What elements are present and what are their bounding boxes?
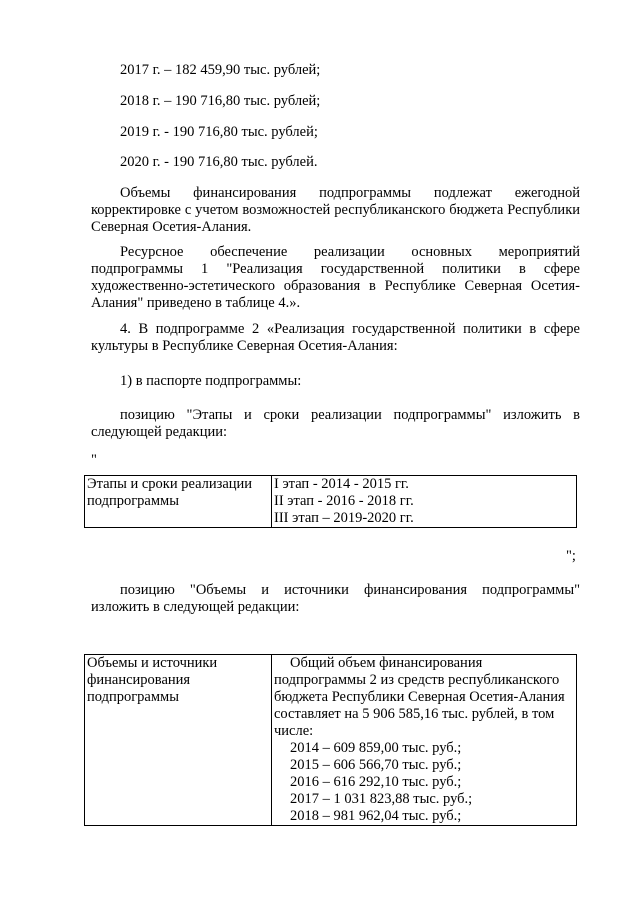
- paragraph-passport: 1) в паспорте подпрограммы:: [120, 373, 302, 389]
- opening-quote-mark: ": [91, 452, 97, 468]
- stages-table: [84, 475, 577, 528]
- stages-values-cell: [272, 476, 577, 528]
- funding-line-2020: 2020 г. - 190 716,80 тыс. рублей.: [120, 154, 318, 170]
- paragraph-item4: 4. В подпрограмме 2 «Реализация государственной политики в сфере культуры в Республике Северная Осетия-Алания:: [91, 321, 580, 354]
- volumes-label-cell: [85, 655, 272, 826]
- stages-label: Этапы и сроки реализации подпрограммы: [87, 476, 253, 509]
- stage-row-3: III этап – 2019-2020 гг.: [274, 510, 414, 526]
- funding-line-2017: 2017 г. – 182 459,90 тыс. рублей;: [120, 62, 321, 78]
- volume-year-2017: 2017 – 1 031 823,88 тыс. руб.;: [290, 791, 473, 807]
- funding-line-2018: 2018 г. – 190 716,80 тыс. рублей;: [120, 93, 321, 109]
- stage-row-1: I этап - 2014 - 2015 гг.: [274, 476, 409, 492]
- paragraph-position-volumes: позицию "Объемы и источники финансирования подпрограммы" изложить в следующей редакции:: [91, 582, 580, 615]
- closing-quote-mark: ";: [566, 548, 576, 564]
- stage-row-2: II этап - 2016 - 2018 гг.: [274, 493, 414, 509]
- volumes-table-row: [85, 655, 577, 826]
- paragraph-resource: Ресурсное обеспечение реализации основных мероприятий подпрограммы 1 "Реализация государственной политики в сфере художественно-эстетического образования в Республике Северная Осетия-Алания" приведено в таблице 4.».: [91, 244, 580, 311]
- volumes-values-cell: [272, 655, 577, 826]
- paragraph-position-stages: позицию "Этапы и сроки реализации подпрограммы" изложить в следующей редакции:: [91, 407, 580, 440]
- paragraph-correction: Объемы финансирования подпрограммы подлежат ежегодной корректировке с учетом возможностей республиканского бюджета Республики Северная Осетия-Алания.: [91, 185, 580, 235]
- volumes-intro: Общий объем финансирования подпрограммы 2 из средств республиканского бюджета Республики Северная Осетия-Алания составляет на 5 906 585,16 тыс. рублей, в том числе:: [274, 655, 565, 739]
- stages-table-row: [85, 476, 577, 528]
- volume-year-2014: 2014 – 609 859,00 тыс. руб.;: [290, 740, 462, 756]
- volumes-table: [84, 654, 577, 826]
- volume-year-2015: 2015 – 606 566,70 тыс. руб.;: [290, 757, 462, 773]
- volume-year-2018: 2018 – 981 962,04 тыс. руб.;: [290, 808, 462, 824]
- funding-line-2019: 2019 г. - 190 716,80 тыс. рублей;: [120, 124, 318, 140]
- volume-year-2016: 2016 – 616 292,10 тыс. руб.;: [290, 774, 462, 790]
- volumes-label: Объемы и источники финансирования подпрограммы: [87, 655, 218, 705]
- stages-label-cell: [85, 476, 272, 528]
